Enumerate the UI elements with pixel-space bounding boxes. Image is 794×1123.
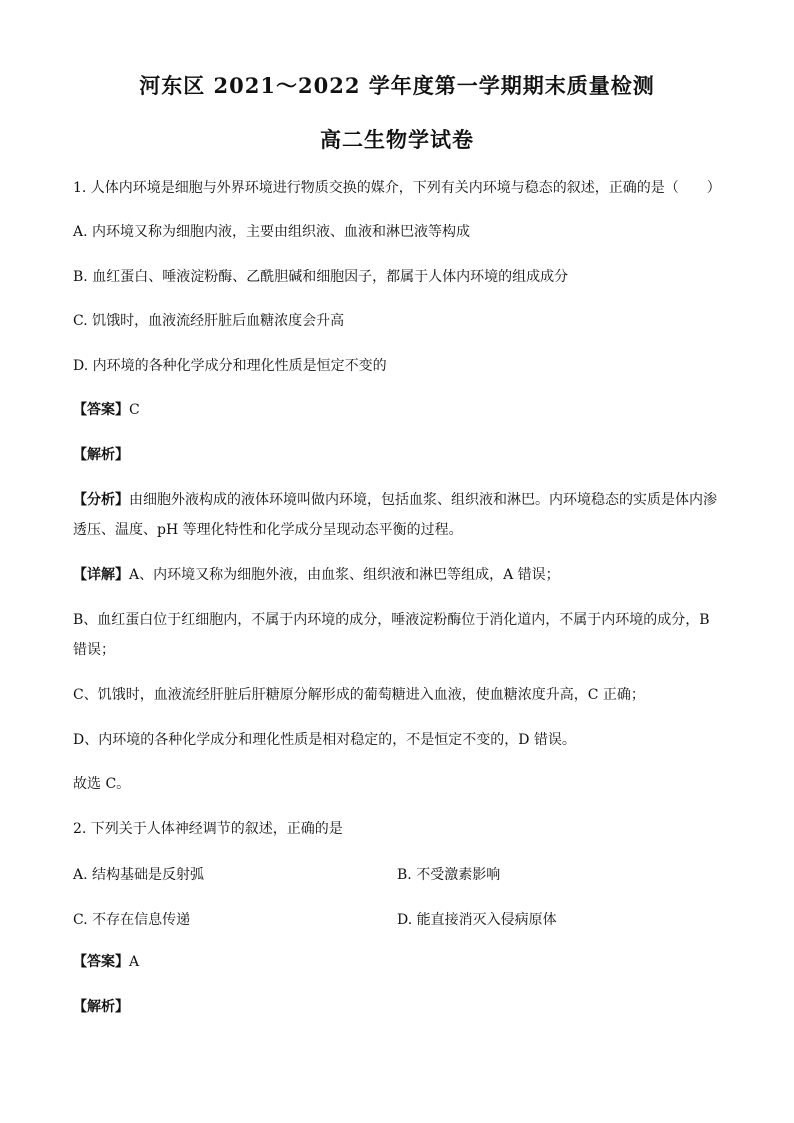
answer-value: C [129, 402, 140, 418]
question-1-xiangjie-b-line-2: 错误； [73, 642, 115, 658]
question-1-option-a: A. 内环境又称为细胞内液，主要由组织液、血液和淋巴液等构成 [73, 224, 471, 240]
fenxi-tag: 【分析】 [73, 492, 129, 508]
question-1-xiangjie-d: D、内环境的各种化学成分和理化性质是相对稳定的，不是恒定不变的，D 错误。 [73, 732, 576, 748]
answer-value: A [129, 954, 140, 970]
question-1-option-b: B. 血红蛋白、唾液淀粉酶、乙酰胆碱和细胞因子，都属于人体内环境的组成成分 [73, 269, 569, 285]
fenxi-text-1: 由细胞外液构成的液体环境叫做内环境，包括血浆、组织液和淋巴。内环境稳态的实质是体内渗 [129, 492, 717, 508]
page-subtitle: 高二生物学试卷 [320, 127, 474, 152]
question-2-option-b: B. 不受激素影响 [397, 867, 501, 883]
question-2-option-a: A. 结构基础是反射弧 [73, 867, 205, 883]
question-2-stem: 2. 下列关于人体神经调节的叙述，正确的是 [73, 821, 343, 837]
question-1-analysis-tag: 【解析】 [73, 447, 129, 463]
question-1-fenxi-line-2: 透压、温度、pH 等理化特性和化学成分呈现动态平衡的过程。 [73, 522, 463, 538]
question-1-conclusion: 故选 C。 [73, 776, 131, 792]
question-2-answer [73, 953, 733, 971]
xiangjie-tag: 【详解】 [73, 567, 129, 583]
question-1-answer [73, 401, 733, 419]
question-1-option-c: C. 饥饿时，血液流经肝脏后血糖浓度会升高 [73, 313, 345, 329]
question-2-option-d: D. 能直接消灭入侵病原体 [397, 912, 557, 928]
question-1-xiangjie-b-line-1: B、血红蛋白位于红细胞内，不属于内环境的成分，唾液淀粉酶位于消化道内，不属于内环境的成分，B [73, 612, 710, 628]
question-1-xiangjie-c: C、饥饿时，血液流经肝脏后肝糖原分解形成的葡萄糖进入血液，使血糖浓度升高，C 正确； [73, 687, 645, 703]
question-1-stem: 1. 人体内环境是细胞与外界环境进行物质交换的媒介，下列有关内环境与稳态的叙述，正确的是（ ） [73, 180, 721, 196]
page-title: 河东区 2021～2022 学年度第一学期期末质量检测 [139, 73, 655, 98]
question-1-xiangjie-a [73, 566, 733, 584]
question-2-option-c: C. 不存在信息传递 [73, 912, 191, 928]
question-1-option-d: D. 内环境的各种化学成分和理化性质是恒定不变的 [73, 358, 387, 374]
xiangjie-a-text: A、内环境又称为细胞外液，由血浆、组织液和淋巴等组成，A 错误； [129, 567, 560, 583]
question-1-fenxi-line-1 [73, 491, 733, 509]
question-2-analysis-tag: 【解析】 [73, 999, 129, 1015]
answer-tag: 【答案】 [73, 954, 129, 970]
answer-tag: 【答案】 [73, 402, 129, 418]
